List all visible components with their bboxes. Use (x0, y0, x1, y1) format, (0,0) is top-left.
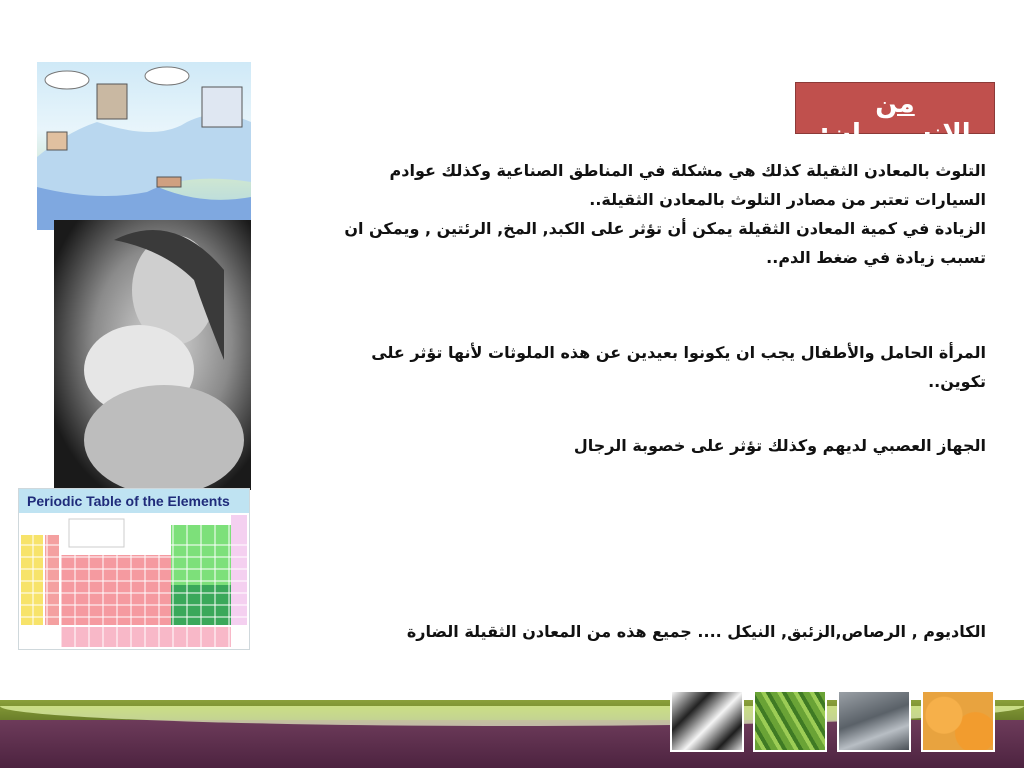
paragraph-1-line-1: التلوث بالمعادن الثقيلة كذلك هي مشكلة في المناطق الصناعية وكذلك عوادم السيارات تعتبر من مصادر التلوث بالمعادن الثقيلة.. (389, 161, 986, 209)
wheat-thumbnail (753, 690, 827, 752)
fish-thumbnail (837, 690, 911, 752)
paragraph-4 (326, 617, 986, 646)
paragraph-4-line-1: الكاديوم , الرصاص,الزئبق, النيكل .... جميع هذه من المعادن الثقيلة الضارة (406, 622, 986, 641)
paragraph-1-line-2: الزيادة في كمية المعادن الثقيلة يمكن أن تؤثر على الكبد, المخ, الرئتين , ويمكن ان تسبب زيادة في ضغط الدم.. (344, 219, 986, 267)
paragraph-2-line-1: المرأة الحامل والأطفال يجب ان يكونوا بعيدين عن هذه الملوثات لأنها تؤثر على تكوين.. (371, 343, 986, 391)
mother-baby-art (54, 220, 251, 490)
pollution-drawing-art (37, 62, 251, 230)
pollution-drawing-image (37, 62, 251, 230)
paragraph-1 (326, 156, 986, 272)
paragraph-3 (326, 431, 986, 460)
periodic-table-grid (19, 515, 249, 649)
slide-title-box (795, 82, 995, 149)
cows-thumbnail (670, 690, 744, 752)
paragraph-3-line-1: الجهاز العصبي لديهم وكذلك تؤثر على خصوبة الرجال (573, 436, 986, 455)
mother-and-baby-photo (54, 220, 251, 490)
periodic-table-title: Periodic Table of the Elements (19, 489, 249, 513)
slide-title: من الانســـــان: (819, 89, 971, 149)
eggs-thumbnail (921, 690, 995, 752)
paragraph-2 (326, 338, 986, 396)
periodic-table-image (18, 488, 250, 650)
